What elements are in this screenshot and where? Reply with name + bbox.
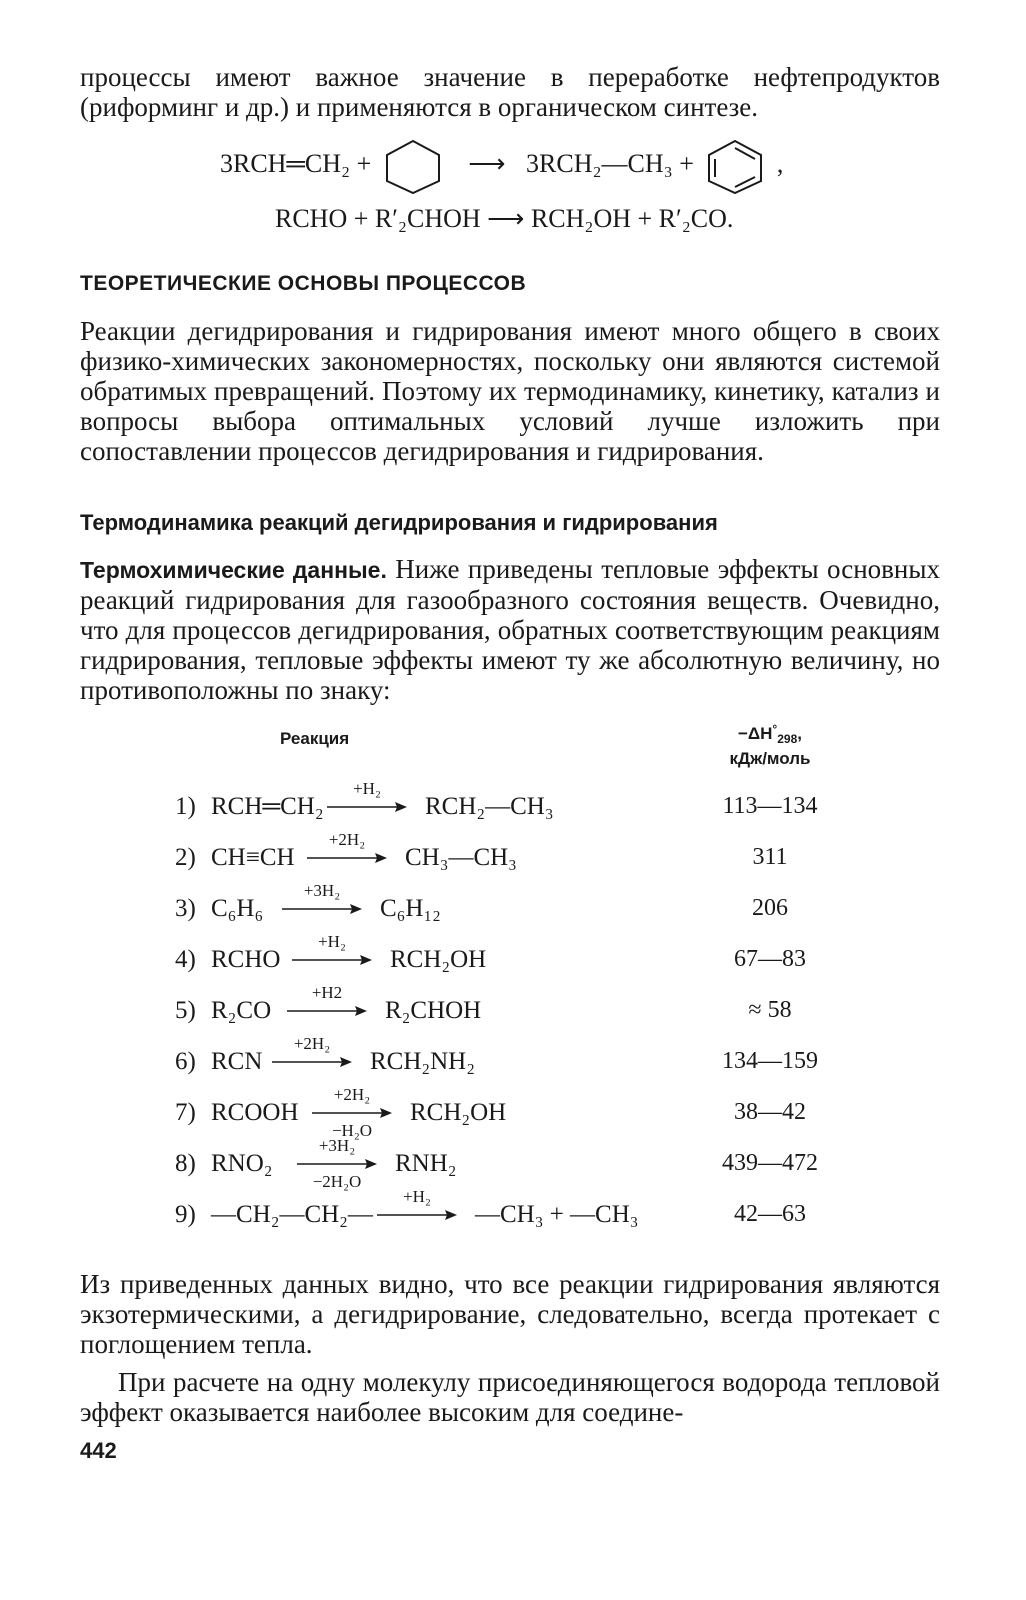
reaction-arrow [310, 1085, 394, 1140]
arrow-byproduct: −H₂O [331, 1121, 373, 1140]
reaction-heat-value: 113—134 [722, 793, 818, 819]
arrow-reagent: +H2 [311, 983, 343, 1002]
arrow-reagent: +2H₂ [328, 830, 366, 849]
page-number: 442 [80, 1438, 117, 1463]
reaction-heat-value: ≈ 58 [748, 997, 792, 1023]
reaction-number: 7) [175, 1099, 196, 1126]
reaction-reactant: CH≡CH [211, 844, 295, 871]
reaction-heat-value: 38—42 [734, 1099, 806, 1125]
reaction-reactant: C₆H₆ [211, 895, 264, 922]
reaction-reactant: R₂CO [211, 997, 272, 1024]
reaction-table [80, 719, 940, 1259]
reaction-heat-value: 311 [752, 844, 788, 870]
reaction-reactant: RCN [211, 1048, 263, 1075]
arrow-reagent: +H₂ [318, 932, 346, 951]
reaction-heat-value: 439—472 [722, 1150, 818, 1176]
equation-2: RCHO + R′₂CHOH ⟶ RCH₂OH + R′₂CO. [275, 204, 734, 233]
reaction-product: RCH₂NH₂ [370, 1048, 475, 1075]
reaction-number: 2) [175, 844, 196, 871]
reaction-row [175, 1085, 940, 1140]
reaction-number: 1) [175, 793, 196, 820]
reaction-number: 8) [175, 1150, 196, 1177]
arrow-right-icon [290, 954, 374, 966]
reaction-arrow [305, 830, 389, 880]
reaction-product: RNH₂ [395, 1150, 457, 1177]
reaction-product: RCH₂—CH₃ [425, 793, 554, 820]
reaction-product: CH₃—CH₃ [405, 844, 517, 871]
reaction-row [175, 983, 940, 1033]
reaction-row [175, 779, 940, 829]
arrow-right-icon [375, 1209, 459, 1221]
reaction-number: 4) [175, 946, 196, 973]
benzene-ring-icon [704, 138, 766, 194]
section-heading: ТЕОРЕТИЧЕСКИЕ ОСНОВЫ ПРОЦЕССОВ [80, 272, 527, 295]
arrow-right-icon [310, 1107, 394, 1119]
reaction-reactant: RCH═CH₂ [211, 793, 324, 820]
arrow-right-icon [270, 1056, 354, 1068]
reaction-arrow [375, 1187, 459, 1237]
reaction-row [175, 1136, 940, 1191]
reaction-arrow [285, 983, 369, 1033]
reaction-number: 3) [175, 895, 196, 922]
column-header-enthalpy [700, 719, 840, 769]
equation-1-rhs: 3RCH₂—CH₃ + [526, 148, 694, 178]
thermo-paragraph [80, 554, 940, 705]
runin-heading: Термохимические данные. [80, 557, 387, 583]
equation-1-tail: , [776, 148, 784, 178]
thermo-text: Ниже приведены тепловые эффекты основных реакций гидрирования для газообразного состояния веществ. Очевидно, что для процессов дегидрирования, обратных соответствующим реакциям гидрирования, тепловые эффекты имеют ту же абсолютную величину, но противоположны по знаку: [80, 554, 940, 705]
arrow-byproduct: −2H₂O [312, 1172, 362, 1191]
arrow-reagent: +3H₂ [303, 881, 341, 900]
reaction-arrow [270, 1034, 354, 1084]
reaction-reactant: RCHO [211, 946, 281, 973]
reaction-product: RCH₂OH [410, 1099, 507, 1126]
reaction-row [175, 830, 940, 880]
reaction-product: RCH₂OH [390, 946, 487, 973]
reaction-product: —CH₃ + —CH₃ [475, 1201, 639, 1228]
arrow-right-icon [295, 1158, 379, 1170]
enthalpy-symbol: −ΔH [737, 724, 773, 743]
chemical-equations [80, 132, 940, 242]
enthalpy-comma: , [797, 724, 802, 743]
arrow-reagent: +2H₂ [333, 1085, 371, 1104]
arrow-right-icon [325, 801, 409, 813]
enthalpy-subscript: 298 [777, 732, 798, 746]
arrow-right-icon [305, 852, 389, 864]
page-content [80, 60, 940, 1427]
arrow-reagent: +2H₂ [293, 1034, 331, 1053]
enthalpy-superscript: ° [772, 722, 778, 736]
reaction-arrow [280, 881, 364, 931]
subsection-heading: Термодинамика реакций дегидрирования и гидрирования [80, 510, 718, 535]
reaction-number: 5) [175, 997, 196, 1024]
reaction-product: C₆H₁₂ [380, 895, 441, 922]
arrow-reagent: +3H₂ [318, 1136, 356, 1155]
section-paragraph: Реакции дегидрирования и гидрирования имеют много общего в своих физико-химических закономерностях, поскольку они являются системой обратимых превращений. Поэтому их термодинамику, кинетику, катализ и вопросы выбора оптимальных условий лучше изложить при сопоставлении процессов дегидрирования и гидрирования. [80, 316, 940, 466]
reaction-arrow [290, 932, 374, 982]
reaction-heat-value: 42—63 [734, 1201, 806, 1227]
cyclohexane-ring-icon [382, 138, 444, 194]
reaction-row [175, 1187, 940, 1237]
arrow-right-icon [285, 1005, 369, 1017]
arrow-reagent: +H₂ [403, 1187, 431, 1206]
equation-1 [220, 138, 783, 194]
reaction-reactant: RCOOH [211, 1099, 299, 1126]
reaction-row [175, 932, 940, 982]
conclusion-paragraph: Из приведенных данных видно, что все реакции гидрирования являются экзотермическими, а дегидрирование, следовательно, всегда протекает с поглощением тепла. [80, 1269, 940, 1359]
enthalpy-unit: кДж/моль [729, 749, 811, 768]
reaction-arrow [325, 779, 409, 829]
intro-paragraph: процессы имеют важное значение в переработке нефтепродуктов (риформинг и др.) и применяются в органическом синтезе. [80, 62, 940, 122]
reaction-product: R₂CHOH [385, 997, 482, 1024]
reaction-heat-value: 67—83 [734, 946, 806, 972]
reaction-reactant: RNO₂ [211, 1150, 273, 1177]
column-header-reaction: Реакция [280, 729, 350, 748]
reaction-heat-value: 134—159 [722, 1048, 818, 1074]
arrow-reagent: +H₂ [353, 779, 381, 798]
reaction-arrow [295, 1136, 379, 1191]
equation-1-lhs: 3RCH═CH₂ + [220, 148, 372, 178]
reaction-heat-value: 206 [752, 895, 788, 921]
reaction-row [175, 881, 940, 931]
reaction-row [175, 1034, 940, 1084]
reaction-number: 9) [175, 1201, 196, 1228]
reaction-number: 6) [175, 1048, 196, 1075]
continuation-paragraph: При расчете на одну молекулу присоединяющегося водорода тепловой эффект оказывается наиболее высоким для соедине- [80, 1367, 940, 1427]
arrow-right-icon [280, 903, 364, 915]
reaction-reactant: —CH₂—CH₂— [211, 1201, 373, 1228]
equation-1-arrow: ⟶ [468, 148, 506, 178]
